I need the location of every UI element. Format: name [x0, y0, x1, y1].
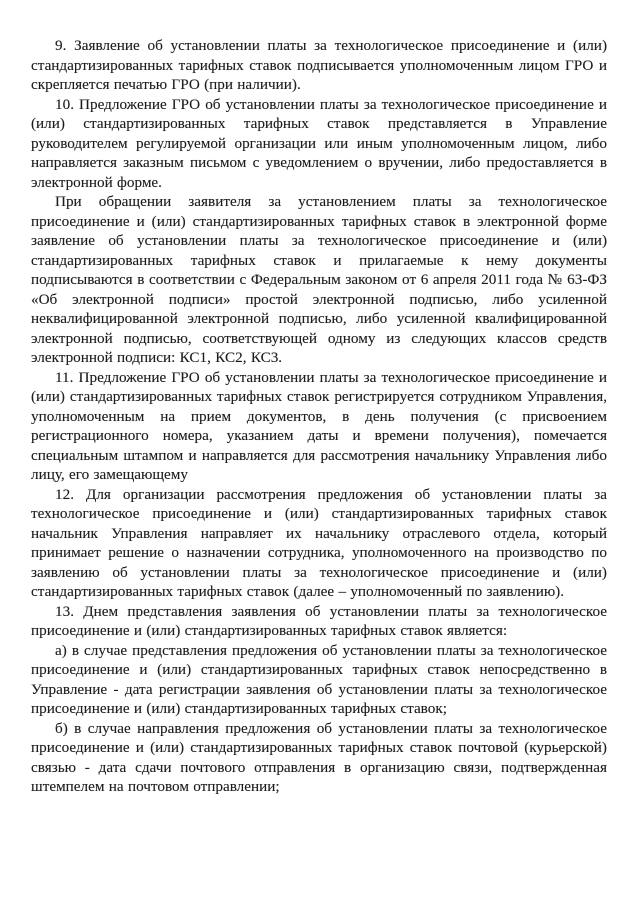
paragraph-electronic-signature: При обращении заявителя за установлением платы за технологическое присоединение и (или) стандартизированных тарифных ставок в электронной форме заявление об установлении платы за технологическое присоединение и (или) стандартизированных тарифных ставок и прилагаемые к нему документы подписываются в соответствии с Федеральным законом от 6 апреля 2011 года № 63-ФЗ «Об электронной подписи» простой электронной подписью, либо усиленной неквалифицированной электронной подписью, либо усиленной квалифицированной электронной подписью, соответствующей одному из следующих классов средств электронной подписи: КС1, КС2, КС3.	[31, 193, 607, 366]
paragraph-13b: б) в случае направления предложения об установлении платы за технологическое присоединение и (или) стандартизированных тарифных ставок почтовой (курьерской) связью - дата сдачи почтового отправления в организацию связи, подтвержденная штемпелем на почтовом отправлении;	[31, 719, 607, 795]
paragraph-13a: а) в случае представления предложения об установлении платы за технологическое присоединение и (или) стандартизированных тарифных ставок непосредственно в Управление - дата регистрации заявления об установлении платы за технологическое присоединение и (или) стандартизированных тарифных ставок;	[31, 641, 607, 717]
paragraph-13: 13. Днем представления заявления об установлении платы за технологическое присоединение и (или) стандартизированных тарифных ставок является:	[31, 602, 607, 639]
paragraph-11: 11. Предложение ГРО об установлении платы за технологическое присоединение и (или) стандартизированных тарифных ставок регистрируется сотрудником Управления, уполномоченным на прием документов, в день получения (с присвоением регистрационного номера, указанием даты и времени получения), помечается специальным штампом и направляется для рассмотрения начальнику Управления либо лицу, его замещающему	[31, 368, 607, 483]
paragraph-12: 12. Для организации рассмотрения предложения об установлении платы за технологическое присоединение и (или) стандартизированных тарифных ставок начальник Управления направляет их начальнику отраслевого отдела, который принимает решение о назначении сотрудника, уполномоченного на производство по заявлению об установлении платы за технологическое присоединение и (или) стандартизированных тарифных ставок (далее – уполномоченный по заявлению).	[31, 485, 607, 600]
paragraph-9: 9. Заявление об установлении платы за технологическое присоединение и (или) стандартизированных тарифных ставок подписывается уполномоченным лицом ГРО и скрепляется печатью ГРО (при наличии).	[31, 37, 607, 93]
paragraph-10: 10. Предложение ГРО об установлении платы за технологическое присоединение и (или) стандартизированных тарифных ставок представляется в Управление руководителем регулируемой организации или иным уполномоченным лицом, либо направляется заказным письмом с уведомлением о вручении, либо предоставляется в электронной форме.	[31, 95, 607, 191]
